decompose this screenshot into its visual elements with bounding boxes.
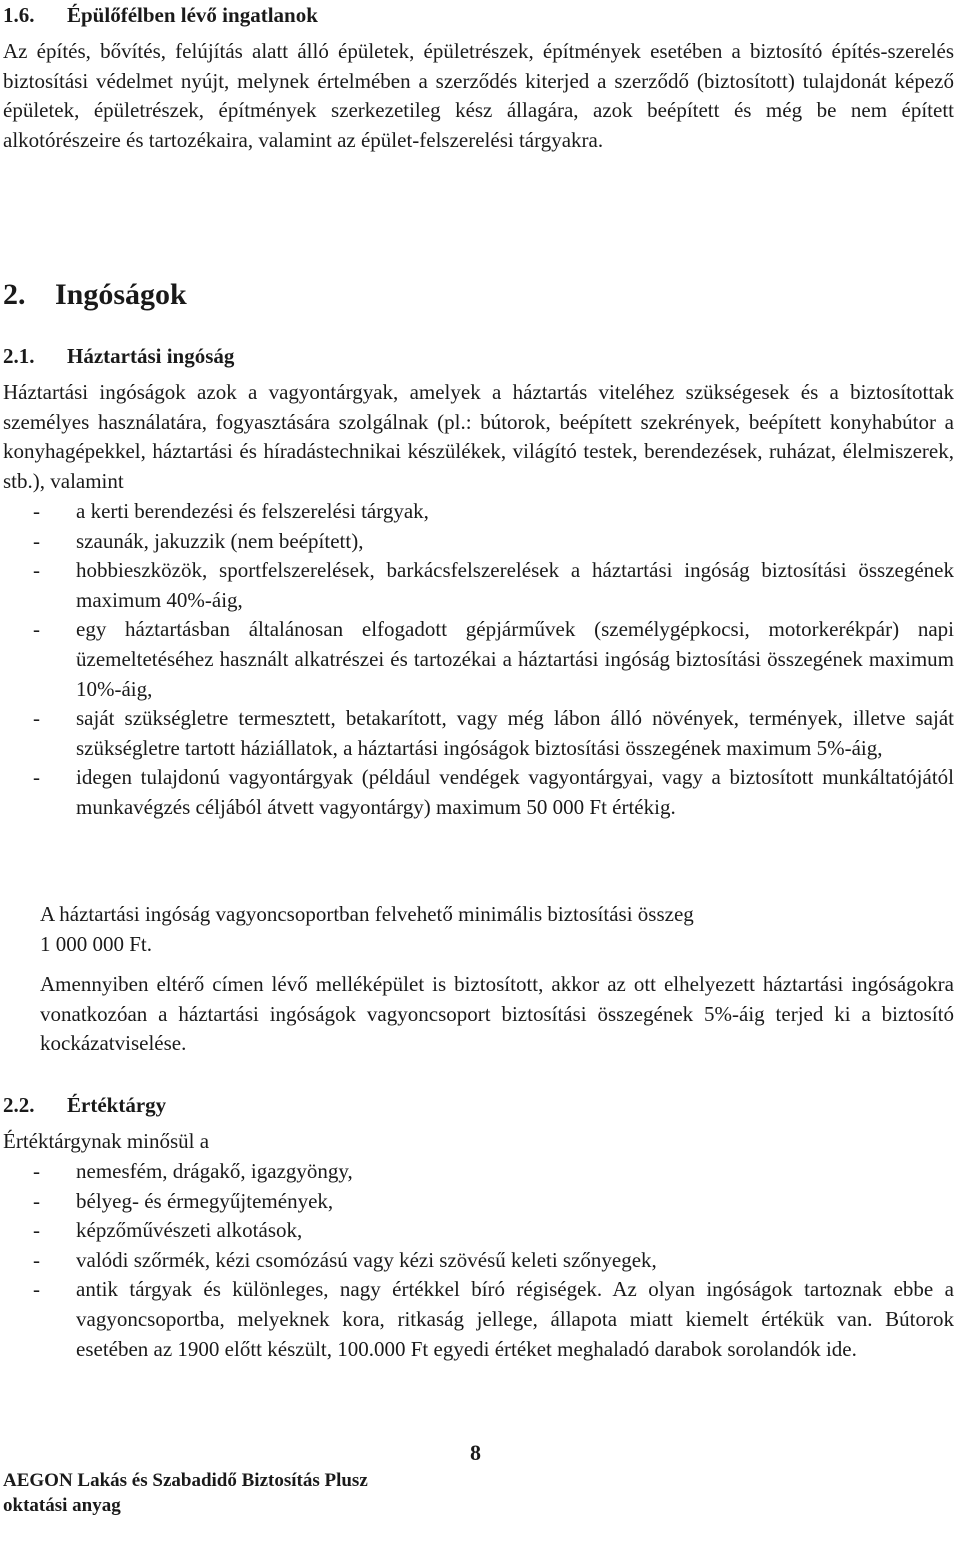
section-title: Ingóságok [55,278,187,311]
valuables-list [3,1157,954,1364]
list-item: - nemesfém, drágakő, igazgyöngy, [3,1157,954,1187]
list-item: - szaunák, jakuzzik (nem beépített), [3,527,954,557]
section-2-1-body: Háztartási ingóságok azok a vagyontárgyak, amelyek a háztartás viteléhez szükségesek és a biztosítottak személyes használatára, fogyasztására szolgálnak (pl.: bútorok, beépített szekrények, beépített konyhabútor a konyhagépekkel, háztartási és híradástechnikai készülékek, világító testek, berendezések, ruházat, élelmiszerek, stb.), valamint [3,380,954,493]
household-items-list [3,497,954,823]
section-number: 2.2. [3,1093,35,1117]
section-1-6-body: Az építés, bővítés, felújítás alatt álló épületek, épületrészek, építmények esetében a biztosító építés-szerelés biztosítási védelmet nyújt, melynek értelmében a szerződés kiterjed a szerződő (biztosított) tulajdonát képező épületek, épületrészek, építmények szerkezetileg kész állagára, azok beépített és még be nem épített alkotórészeire és tartozékaira, valamint az épület-felszerelési tárgyakra. [3,39,954,152]
section-2-heading [3,278,954,312]
section-2-2-heading [3,1091,954,1121]
list-item: - egy háztartásban általánosan elfogadott gépjárművek (személygépkocsi, motorkerékpár) napi üzemeltetéséhez használt alkatrészei és tartozékai a háztartási ingóság biztosítási összegének maximum 10%-áig, [3,615,954,704]
page-number: 8 [470,1440,481,1465]
minimum-sum-line: A háztartási ingóság vagyoncsoportban felvehető minimális biztosítási összeg [40,902,694,926]
minimum-sum-paragraph [40,900,954,959]
list-item: - saját szükségletre termesztett, betakarított, vagy még lábon álló növények, termények, illetve saját szükségletre tartott háziállatok, a háztartási ingóságok biztosítási összegének maximum 5%-áig, [3,704,954,763]
valuables-intro: Értéktárgynak minősül a [3,1129,210,1153]
outbuilding-note: Amennyiben eltérő címen lévő melléképület is biztosított, akkor az ott elhelyezett háztartási ingóságokra vonatkozóan a háztartási ingóságok vagyoncsoport biztosítási összegének 5%-áig terjed ki a biztosító kockázatviselése. [40,972,954,1056]
list-item: - képzőművészeti alkotások, [3,1216,954,1246]
section-title: Háztartási ingóság [67,344,235,368]
page-footer [3,1468,368,1518]
section-number: 1.6. [3,3,35,27]
footer-subtitle: oktatási anyag [3,1495,121,1516]
list-item: - a kerti berendezési és felszerelési tárgyak, [3,497,954,527]
list-item: - idegen tulajdonú vagyontárgyak (például vendégek vagyontárgyai, vagy a biztosított munkáltatójától munkavégzés céljából átvett vagyontárgy) maximum 50 000 Ft értékig. [3,763,954,822]
section-1-6-heading [3,1,954,31]
section-title: Épülőfélben lévő ingatlanok [67,3,318,27]
section-title: Értéktárgy [67,1093,167,1117]
list-item: - hobbieszközök, sportfelszerelések, barkácsfelszerelések a háztartási ingóság biztosítási összegének maximum 40%-áig, [3,556,954,615]
section-2-1-heading [3,342,954,372]
list-item: - bélyeg- és érmegyűjtemények, [3,1187,954,1217]
section-number: 2. [3,278,26,311]
footer-product-name: AEGON Lakás és Szabadidő Biztosítás Plusz [3,1470,368,1491]
minimum-sum-amount: 1 000 000 Ft. [40,931,153,956]
section-number: 2.1. [3,344,35,368]
list-item: - antik tárgyak és különleges, nagy értékkel bíró régiségek. Az olyan ingóságok tartoznak ebbe a vagyoncsoportba, melyeknek kora, ritkaság jellege, állapota miatt kiemelt értékük van. Bútorok esetében az 1900 előtt készült, 100.000 Ft egyedi értéket meghaladó darabok sorolandók ide. [3,1275,954,1364]
list-item: - valódi szőrmék, kézi csomózású vagy kézi szövésű keleti szőnyegek, [3,1246,954,1276]
